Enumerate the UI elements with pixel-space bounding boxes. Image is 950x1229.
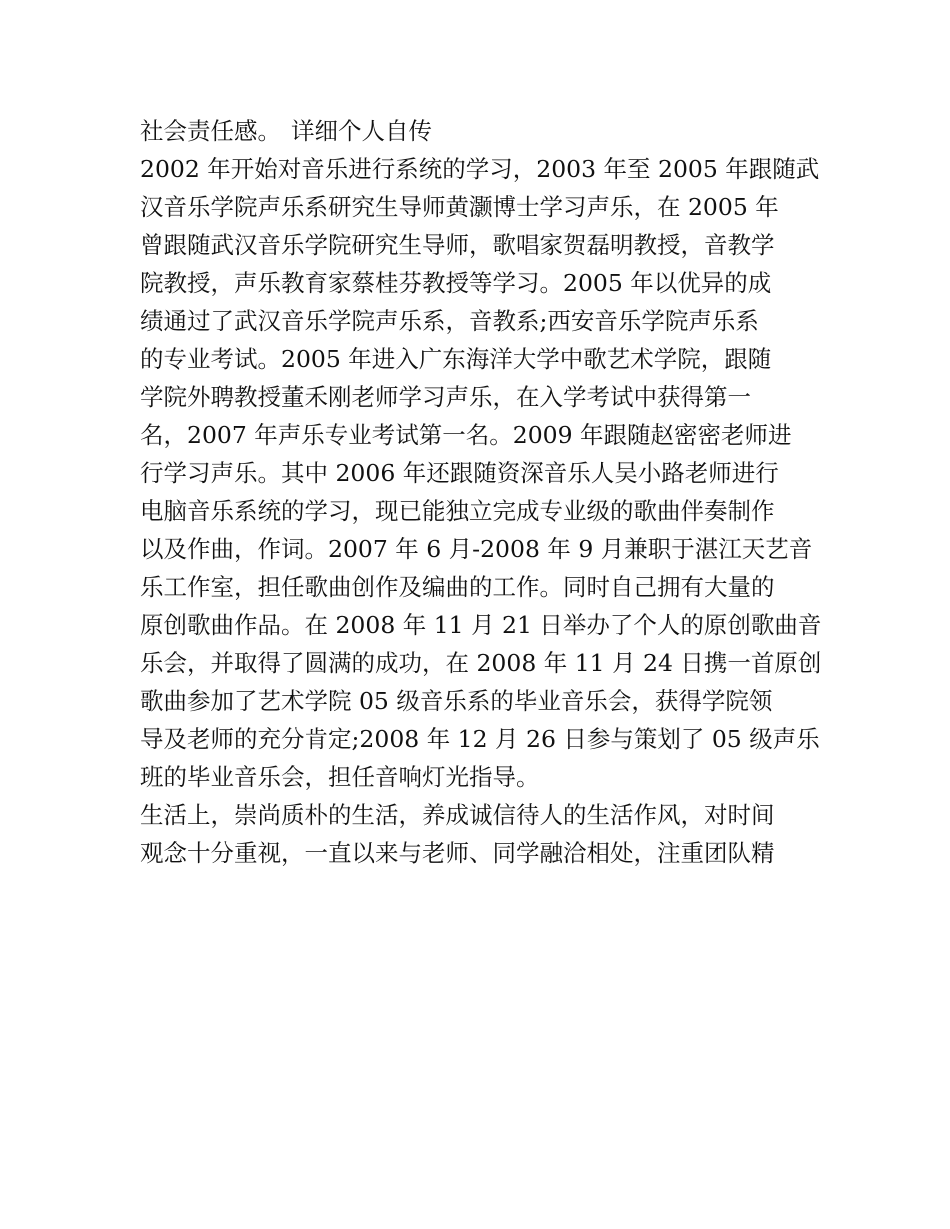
heading-line [140,112,816,150]
heading-part-2: 详细个人自传 [291,117,432,145]
paragraph-line: 2002 年开始对音乐进行系统的学习，2003 年至 2005 年跟随武 [140,155,820,183]
paragraph-line: 观念十分重视，一直以来与老师、同学融洽相处，注重团队精 [140,839,775,867]
paragraph-line: 的专业考试。2005 年进入广东海洋大学中歌艺术学院，跟随 [140,345,772,373]
paragraph-line: 导及老师的充分肯定;2008 年 12 月 26 日参与策划了 05 级声乐 [140,725,820,753]
paragraph-line: 院教授，声乐教育家蔡桂芬教授等学习。2005 年以优异的成 [140,269,772,297]
paragraph-line: 曾跟随武汉音乐学院研究生导师，歌唱家贺磊明教授，音教学 [140,231,775,259]
paragraph-line: 绩通过了武汉音乐学院声乐系，音教系;西安音乐学院声乐系 [140,307,759,335]
paragraph-line: 学院外聘教授董禾刚老师学习声乐，在入学考试中获得第一 [140,383,751,411]
paragraph-line: 乐会，并取得了圆满的成功，在 2008 年 11 月 24 日携一首原创 [140,649,822,677]
document-body [140,112,822,872]
paragraph-1 [140,150,822,796]
paragraph-line: 原创歌曲作品。在 2008 年 11 月 21 日举办了个人的原创歌曲音 [140,611,822,639]
paragraph-line: 行学习声乐。其中 2006 年还跟随资深音乐人吴小路老师进行 [140,459,779,487]
paragraph-2 [140,796,816,872]
paragraph-line: 生活上，崇尚质朴的生活，养成诚信待人的生活作风，对时间 [140,801,775,829]
paragraph-line: 歌曲参加了艺术学院 05 级音乐系的毕业音乐会，获得学院领 [140,687,773,715]
paragraph-line: 电脑音乐系统的学习，现已能独立完成专业级的歌曲伴奏制作 [140,497,775,525]
paragraph-line: 汉音乐学院声乐系研究生导师黄灏博士学习声乐，在 2005 年 [140,193,779,221]
paragraph-line: 乐工作室，担任歌曲创作及编曲的工作。同时自己拥有大量的 [140,573,775,601]
heading-part-1: 社会责任感。 [140,117,281,145]
paragraph-line: 班的毕业音乐会，担任音响灯光指导。 [140,763,540,791]
paragraph-line: 以及作曲，作词。2007 年 6 月-2008 年 9 月兼职于湛江天艺音 [140,535,813,563]
paragraph-line: 名，2007 年声乐专业考试第一名。2009 年跟随赵密密老师进 [140,421,792,449]
